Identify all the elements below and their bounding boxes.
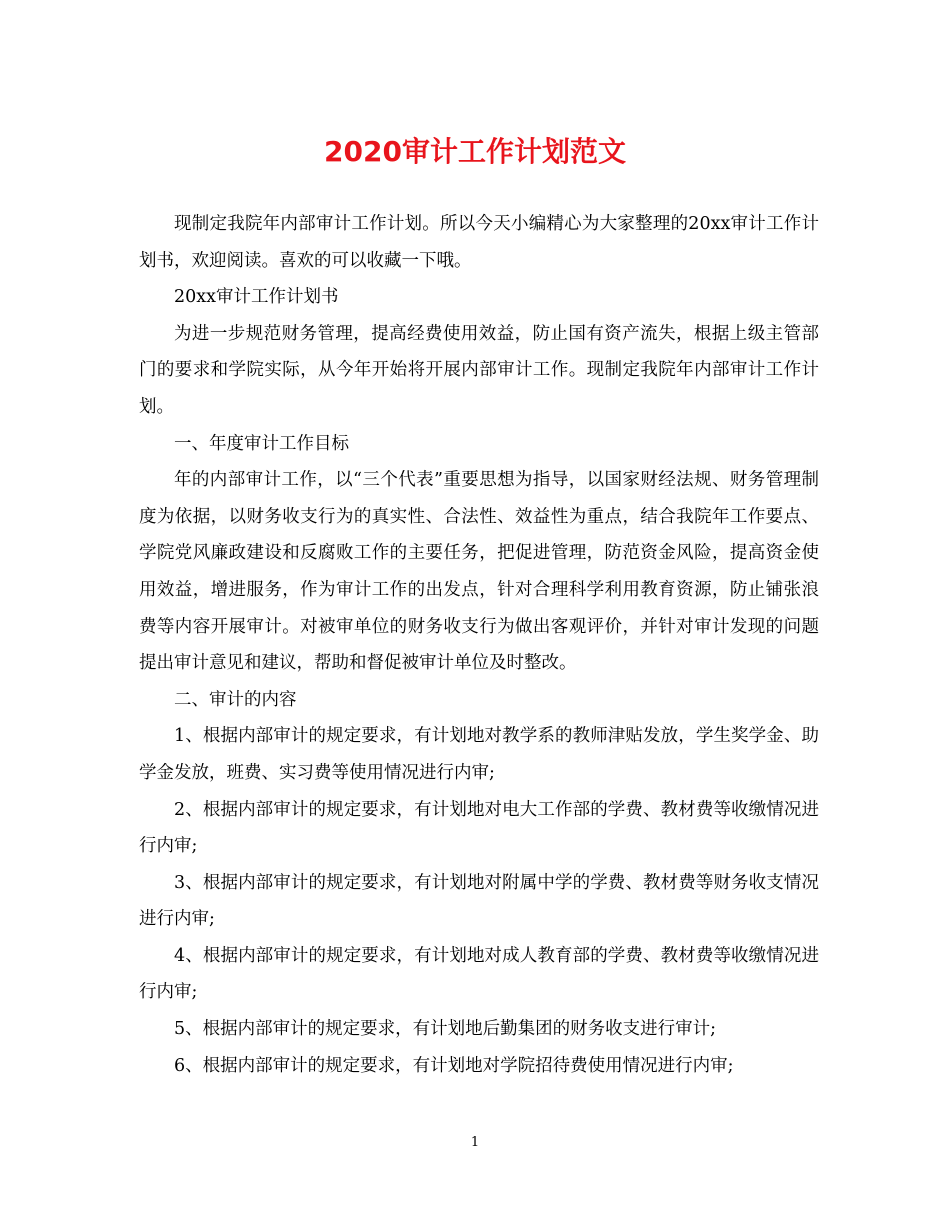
intro-paragraph: 现制定我院年内部审计工作计划。所以今天小编精心为大家整理的20xx审计工作计划书，欢迎阅读。喜欢的可以收藏一下哦。 — [139, 214, 819, 271]
content-item-2: 2、根据内部审计的规定要求，有计划地对电大工作部的学费、教材费等收缴情况进行内审; — [139, 799, 819, 857]
content-item-5: 5、根据内部审计的规定要求，有计划地后勤集团的财务收支进行审计; — [174, 1019, 717, 1040]
document-title: 2020审计工作计划范文 — [324, 135, 626, 168]
purpose-paragraph: 为进一步规范财务管理，提高经费使用效益，防止国有资产流失，根据上级主管部门的要求和学院实际，从今年开始将开展内部审计工作。现制定我院年内部审计工作计划。 — [139, 323, 819, 417]
document-body — [139, 206, 819, 1084]
content-item-3: 3、根据内部审计的规定要求，有计划地对附属中学的学费、教材费等财务收支情况进行内审; — [139, 872, 819, 930]
content-item-1: 1、根据内部审计的规定要求，有计划地对教学系的教师津贴发放，学生奖学金、助学金发放，班费、实习费等使用情况进行内审; — [139, 726, 819, 783]
section-heading-goals: 一、年度审计工作目标 — [174, 433, 349, 454]
content-item-4: 4、根据内部审计的规定要求，有计划地对成人教育部的学费、教材费等收缴情况进行内审; — [139, 945, 819, 1003]
section-heading-content: 二、审计的内容 — [174, 689, 297, 710]
content-item-6: 6、根据内部审计的规定要求，有计划地对学院招待费使用情况进行内审; — [174, 1055, 734, 1076]
goals-paragraph: 年的内部审计工作，以“三个代表”重要思想为指导，以国家财经法规、财务管理制度为依据，以财务收支行为的真实性、合法性、效益性为重点，结合我院年工作要点、学院党风廉政建设和反腐败工作的主要任务，把促进管理，防范资金风险，提高资金使用效益，增进服务，作为审计工作的出发点，针对合理科学利用教育资源，防止铺张浪费等内容开展审计。对被审单位的财务收支行为做出客观评价，并针对审计发现的问题提出审计意见和建议，帮助和督促被审计单位及时整改。 — [139, 470, 819, 674]
plan-subtitle: 20xx审计工作计划书 — [174, 287, 339, 308]
page-number: 1 — [470, 1135, 480, 1150]
